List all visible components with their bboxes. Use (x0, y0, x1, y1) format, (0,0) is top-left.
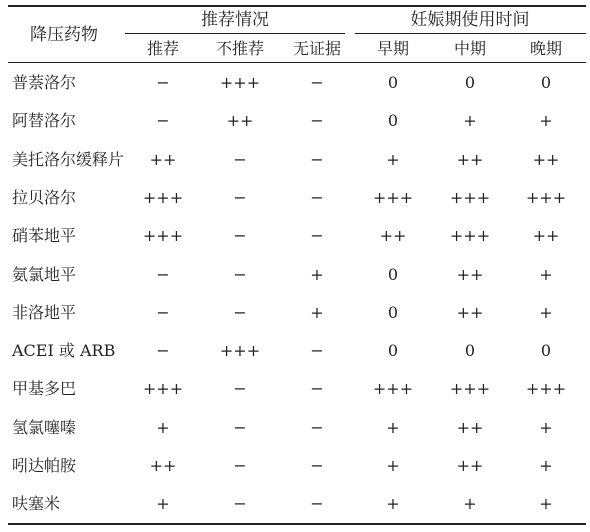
table-cell-recommend: − (310, 456, 324, 475)
table-row-drug: 吲达帕胺 (12, 456, 77, 475)
table-row-drug: 氢氯噻嗪 (12, 418, 77, 437)
table-cell-recommend: − (156, 265, 170, 284)
table-cell-recommend: − (233, 379, 247, 398)
table-cell-recommend: − (233, 265, 247, 284)
header-bottom-rule (8, 62, 586, 63)
table-cell-recommend: − (310, 73, 324, 92)
table-row-drug: 甲基多巴 (12, 379, 77, 398)
table-cell-recommend: ++ (149, 150, 177, 169)
table-row-drug: 氨氯地平 (12, 265, 77, 284)
group-underline-recommend (125, 33, 345, 34)
table-cell-recommend: − (233, 303, 247, 322)
table-cell-trimester: ++ (456, 150, 484, 169)
table-cell-trimester: 0 (387, 73, 399, 92)
table-cell-recommend: − (310, 226, 324, 245)
table-cell-recommend: +++ (142, 226, 184, 245)
table-cell-recommend: + (156, 494, 170, 513)
group-underline-pregnancy (355, 33, 586, 34)
table-cell-recommend: +++ (219, 341, 261, 360)
header-sub-late: 晚期 (529, 39, 562, 58)
table-cell-trimester: 0 (387, 111, 399, 130)
table-cell-recommend: +++ (219, 73, 261, 92)
table-cell-trimester: 0 (540, 73, 552, 92)
table-cell-trimester: +++ (525, 379, 567, 398)
header-sub-early: 早期 (376, 39, 409, 58)
table-cell-trimester: +++ (449, 188, 491, 207)
table-cell-recommend: + (156, 418, 170, 437)
table-row-drug: ACEI 或 ARB (12, 341, 116, 360)
table-cell-trimester: +++ (372, 379, 414, 398)
table-cell-trimester: ++ (456, 418, 484, 437)
table-cell-recommend: − (233, 150, 247, 169)
table-cell-recommend: − (156, 111, 170, 130)
table-cell-trimester: + (539, 418, 553, 437)
table-cell-trimester: + (386, 150, 400, 169)
table-cell-recommend: − (310, 418, 324, 437)
table-cell-trimester: +++ (449, 226, 491, 245)
table-cell-trimester: + (539, 111, 553, 130)
table-cell-recommend: − (233, 456, 247, 475)
table-cell-trimester: 0 (387, 341, 399, 360)
table-cell-recommend: − (233, 418, 247, 437)
header-group-recommend: 推荐情况 (201, 10, 269, 30)
bottom-rule (8, 523, 586, 525)
table-cell-trimester: 0 (387, 303, 399, 322)
table-cell-recommend: − (156, 341, 170, 360)
table-cell-trimester: + (386, 456, 400, 475)
table-row-drug: 硝苯地平 (12, 226, 77, 245)
table-cell-trimester: ++ (456, 265, 484, 284)
table-cell-trimester: + (539, 456, 553, 475)
table-cell-trimester: 0 (464, 341, 476, 360)
table-cell-trimester: ++ (532, 150, 560, 169)
table-cell-recommend: − (310, 494, 324, 513)
table-cell-recommend: ++ (226, 111, 254, 130)
header-sub-no-evidence: 无证据 (292, 39, 341, 58)
header-sub-recommend: 推荐 (146, 39, 179, 58)
table-cell-recommend: − (310, 379, 324, 398)
table-cell-trimester: + (463, 494, 477, 513)
table-cell-trimester: + (386, 494, 400, 513)
table-row-drug: 阿替洛尔 (12, 111, 77, 130)
table-cell-trimester: + (463, 111, 477, 130)
table-cell-recommend: + (310, 303, 324, 322)
table-row-drug: 美托洛尔缓释片 (12, 150, 125, 169)
table-cell-trimester: ++ (532, 226, 560, 245)
table-cell-recommend: +++ (142, 188, 184, 207)
table-cell-recommend: − (310, 150, 324, 169)
table-cell-trimester: ++ (456, 456, 484, 475)
table-cell-trimester: ++ (456, 303, 484, 322)
table-cell-trimester: +++ (372, 188, 414, 207)
table-cell-recommend: ++ (149, 456, 177, 475)
table-cell-recommend: − (310, 341, 324, 360)
table-cell-trimester: ++ (379, 226, 407, 245)
table-cell-trimester: +++ (525, 188, 567, 207)
table-cell-recommend: − (310, 111, 324, 130)
table-row-drug: 呋塞米 (12, 494, 61, 513)
table-row-drug: 拉贝洛尔 (12, 188, 77, 207)
table-cell-recommend: − (156, 303, 170, 322)
table-cell-trimester: 0 (387, 265, 399, 284)
table-cell-trimester: + (386, 418, 400, 437)
table-row-drug: 普萘洛尔 (12, 73, 77, 92)
table-cell-trimester: + (539, 303, 553, 322)
top-rule (8, 5, 586, 7)
header-sub-not-recommend: 不推荐 (215, 39, 264, 58)
table-cell-trimester: + (539, 494, 553, 513)
header-drug: 降压药物 (30, 25, 98, 45)
table-cell-trimester: 0 (540, 341, 552, 360)
table-cell-recommend: − (233, 494, 247, 513)
table-cell-recommend: + (310, 265, 324, 284)
table-cell-recommend: − (310, 188, 324, 207)
table-cell-trimester: + (539, 265, 553, 284)
header-sub-middle: 中期 (453, 39, 486, 58)
header-group-pregnancy: 妊娠期使用时间 (410, 10, 530, 30)
table-cell-trimester: +++ (449, 379, 491, 398)
table-row-drug: 非洛地平 (12, 303, 77, 322)
table-cell-recommend: +++ (142, 379, 184, 398)
table-cell-recommend: − (233, 188, 247, 207)
table-cell-trimester: 0 (464, 73, 476, 92)
table-cell-recommend: − (233, 226, 247, 245)
table-cell-recommend: − (156, 73, 170, 92)
